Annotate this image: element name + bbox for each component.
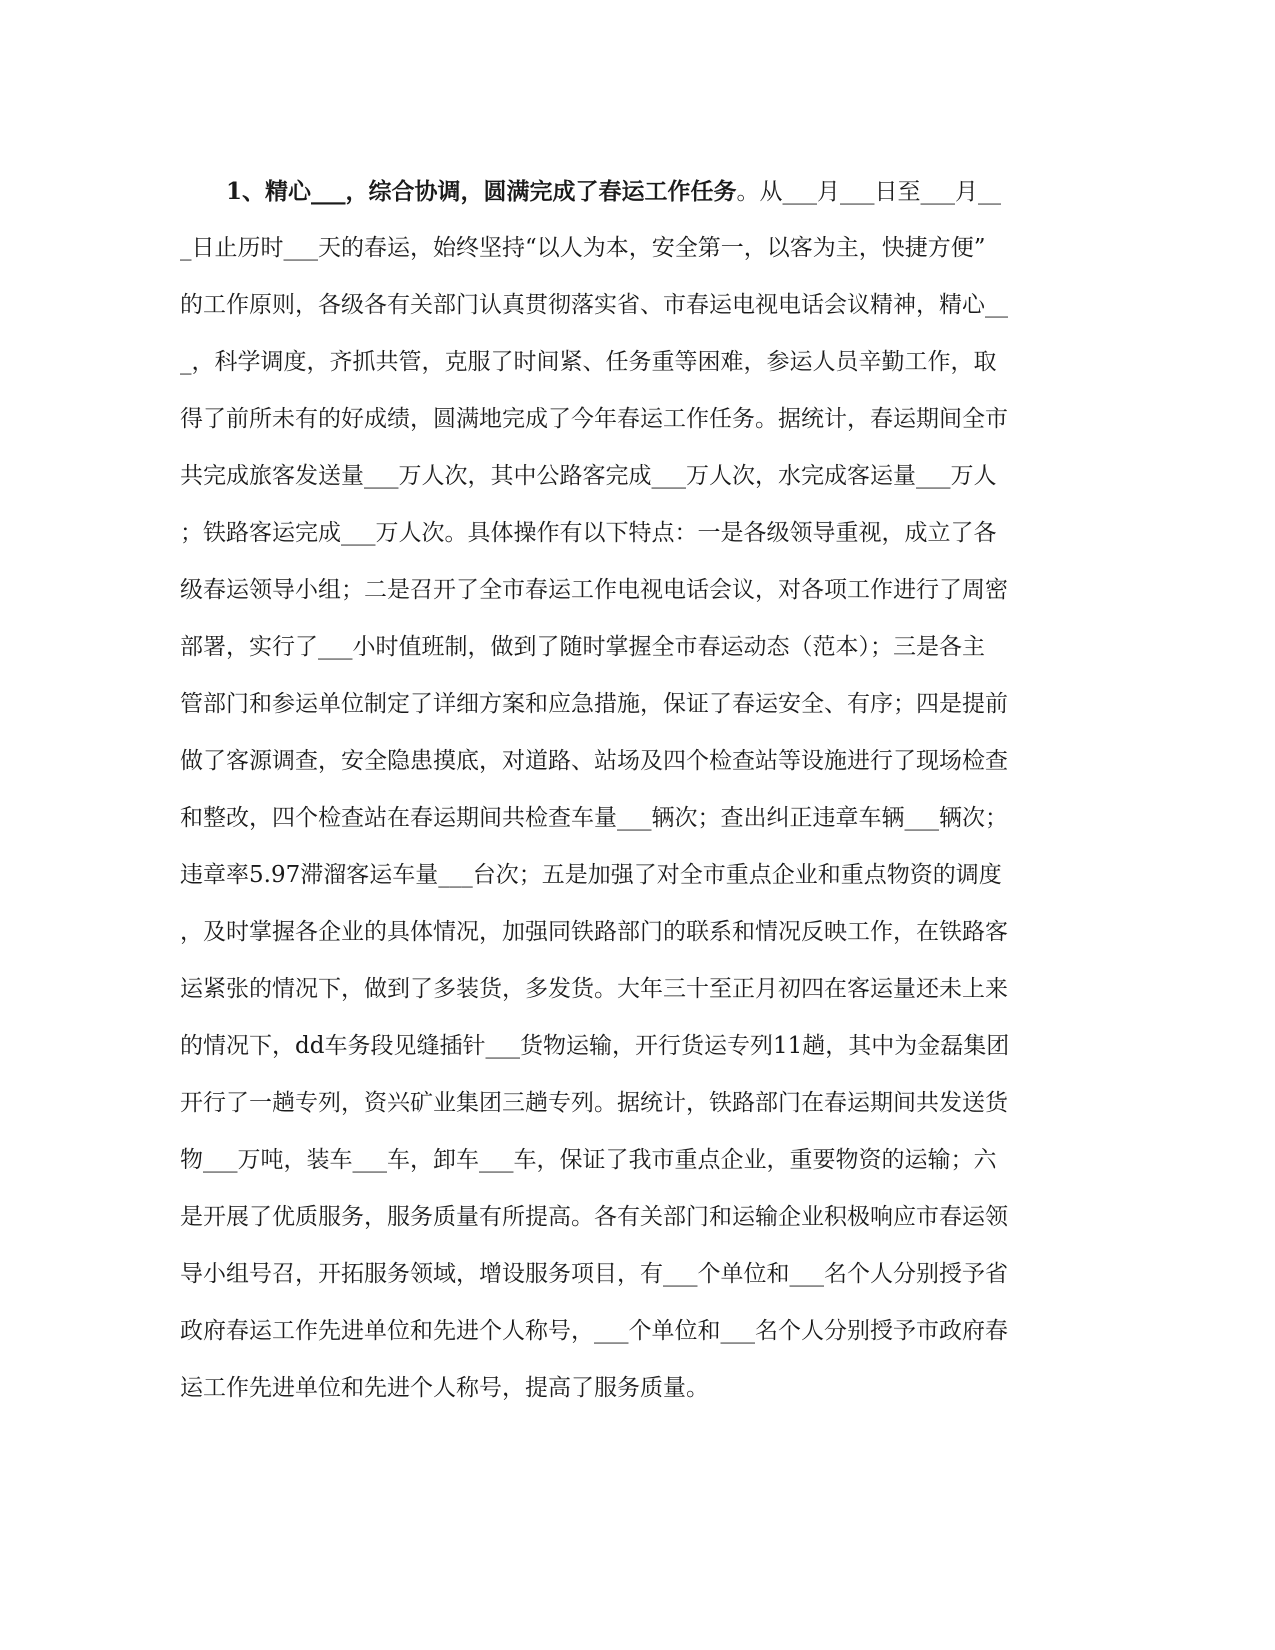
text-line: 导小组号召，开拓服务领域，增设服务项目，有___个单位和___名个人分别授予省 [180,1261,1008,1287]
section-heading: 1、精心___，综合协调，圆满完成了春运工作任务 [226,178,737,205]
text-line: ，及时掌握各企业的具体情况，加强同铁路部门的联系和情况反映工作，在铁路客 [180,919,1008,945]
text-line: 和整改，四个检查站在春运期间共检查车量___辆次；查出纠正违章车辆___辆次； [180,805,1008,831]
text-line: 得了前所未有的好成绩，圆满地完成了今年春运工作任务。据统计，春运期间全市 [180,406,1008,432]
text-line [180,163,1040,220]
text-line: 运工作先进单位和先进个人称号，提高了服务质量。 [180,1375,709,1401]
text-line: 级春运领导小组；二是召开了全市春运工作电视电话会议，对各项工作进行了周密 [180,577,1008,603]
text-line: 开行了一趟专列，资兴矿业集团三趟专列。据统计，铁路部门在春运期间共发送货 [180,1090,1008,1116]
text-line: 的工作原则，各级各有关部门认真贯彻落实省、市春运电视电话会议精神，精心__ [180,292,1008,318]
text-line: 是开展了优质服务，服务质量有所提高。各有关部门和运输企业积极响应市春运领 [180,1204,1008,1230]
text-line: 做了客源调查，安全隐患摸底，对道路、站场及四个检查站等设施进行了现场检查 [180,748,1008,774]
body-text [180,163,1040,1417]
text-line: 运紧张的情况下，做到了多装货，多发货。大年三十至正月初四在客运量还未上来 [180,976,1008,1002]
text-line: ；铁路客运完成___万人次。具体操作有以下特点：一是各级领导重视，成立了各 [180,520,997,546]
text-line: 共完成旅客发送量___万人次，其中公路客完成___万人次，水完成客运量___万人 [180,463,997,489]
text-line: 的情况下，dd车务段见缝插针___货物运输，开行货运专列11趟，其中为金磊集团 [180,1033,1010,1059]
text-line: 政府春运工作先进单位和先进个人称号，___个单位和___名个人分别授予市政府春 [180,1318,1008,1344]
text-line-segment: 。从___月___日至___月__ [736,179,1002,205]
text-line: _，科学调度，齐抓共管，克服了时间紧、任务重等困难，参运人员辛勤工作，取 [180,349,997,375]
text-line: 部署，实行了___小时值班制，做到了随时掌握全市春运动态（范本）；三是各主 [180,634,985,660]
text-line: 管部门和参运单位制定了详细方案和应急措施，保证了春运安全、有序；四是提前 [180,691,1008,717]
text-line: 物___万吨，装车___车，卸车___车，保证了我市重点企业，重要物资的运输；六 [180,1147,997,1173]
text-line: 违章率5.97滞溜客运车量___台次；五是加强了对全市重点企业和重点物资的调度 [180,862,1002,888]
text-line: _日止历时___天的春运，始终坚持“以人为本，安全第一，以客为主，快捷方便” [180,235,986,261]
